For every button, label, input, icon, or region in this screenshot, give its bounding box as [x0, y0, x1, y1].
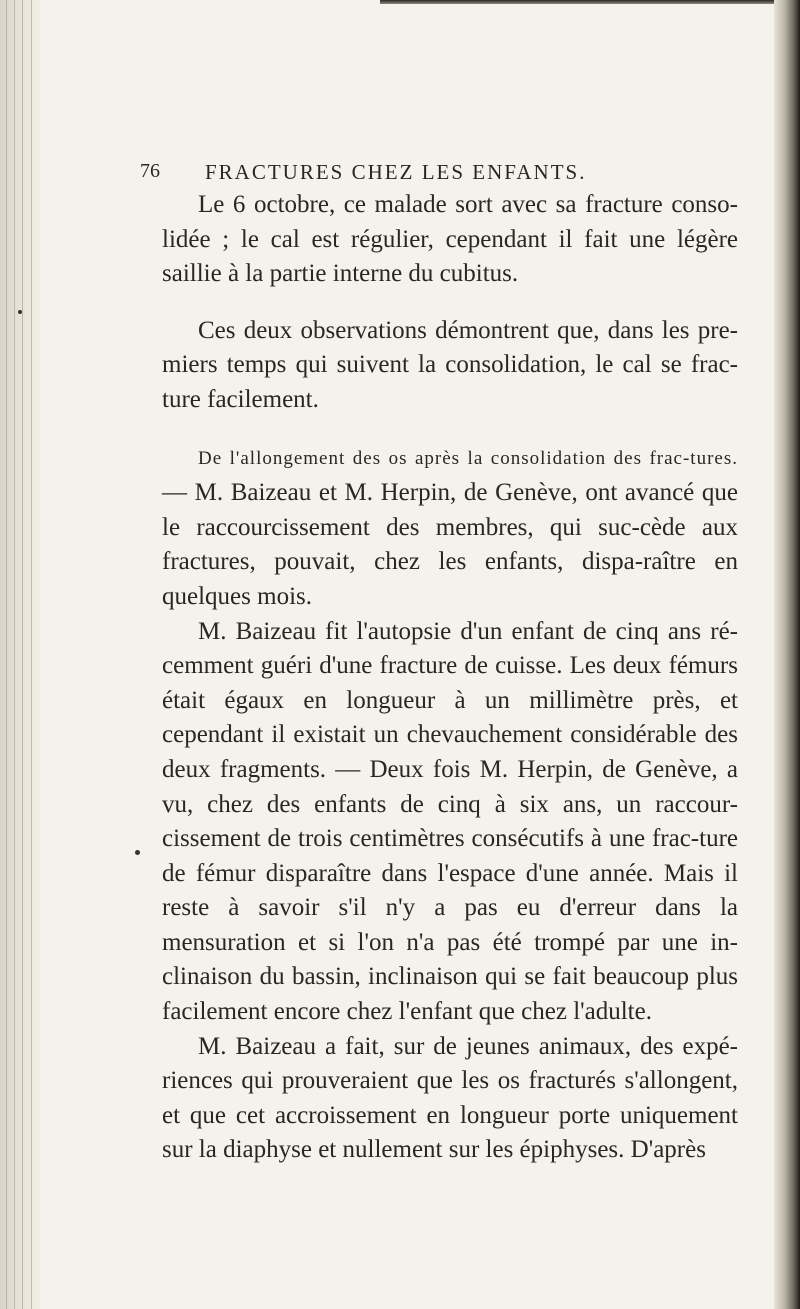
ink-speck — [18, 310, 22, 314]
paragraph-2: Ces deux observations démontrent que, dans les pre-miers temps qui suivent la consolidation, le cal se frac-ture facilement. — [162, 316, 738, 413]
paragraph-1: Le 6 octobre, ce malade sort avec sa fracture conso-lidée ; le cal est régulier, cependant il fait une légère saillie à la partie interne du cubitus. — [162, 191, 738, 288]
page-text — [162, 188, 738, 1168]
paragraph-4: M. Baizeau fit l'autopsie d'un enfant de cinq ans ré-cemment guéri d'une fracture de cuisse. Les deux fémurs était égaux en longueur à un millimètre près, et cependant il existait un chevauchement considérable des deux fragments. — Deux fois M. Herpin, de Genève, a vu, chez des enfants de cinq à six ans, un raccour-cissement de trois centimètres consécutifs à une frac-ture de fémur disparaître dans l'espace d'une année. Mais il reste à savoir s'il n'y a pas eu d'erreur dans la mensuration et si l'on n'a pas été trompé par une in-clinaison du bassin, inclinaison qui se fait beaucoup plus facilement encore chez l'enfant que chez l'adulte. — [162, 617, 738, 1026]
section-intro: — M. Baizeau et M. Herpin, de Genève, ont avancé que le raccourcissement des membres, qui suc-cède aux fractures, pouvait, chez les enfants, dispa-raître en quelques mois. — [162, 479, 738, 610]
running-head: FRACTURES CHEZ LES ENFANTS. — [205, 160, 587, 184]
section-paragraph — [162, 440, 738, 615]
page-header — [140, 160, 770, 190]
paragraph-5: M. Baizeau a fait, sur de jeunes animaux, des expé-riences qui prouveraient que les os fracturés s'allongent, et que cet accroissement en longueur porte uniquement sur la diaphyse et nullement sur les épiphyses. D'après — [162, 1032, 738, 1164]
ink-speck — [135, 850, 140, 855]
section-heading: De l'allongement des os après la consolidation des frac-tures. — [198, 447, 738, 469]
page-number: 76 — [140, 160, 160, 182]
